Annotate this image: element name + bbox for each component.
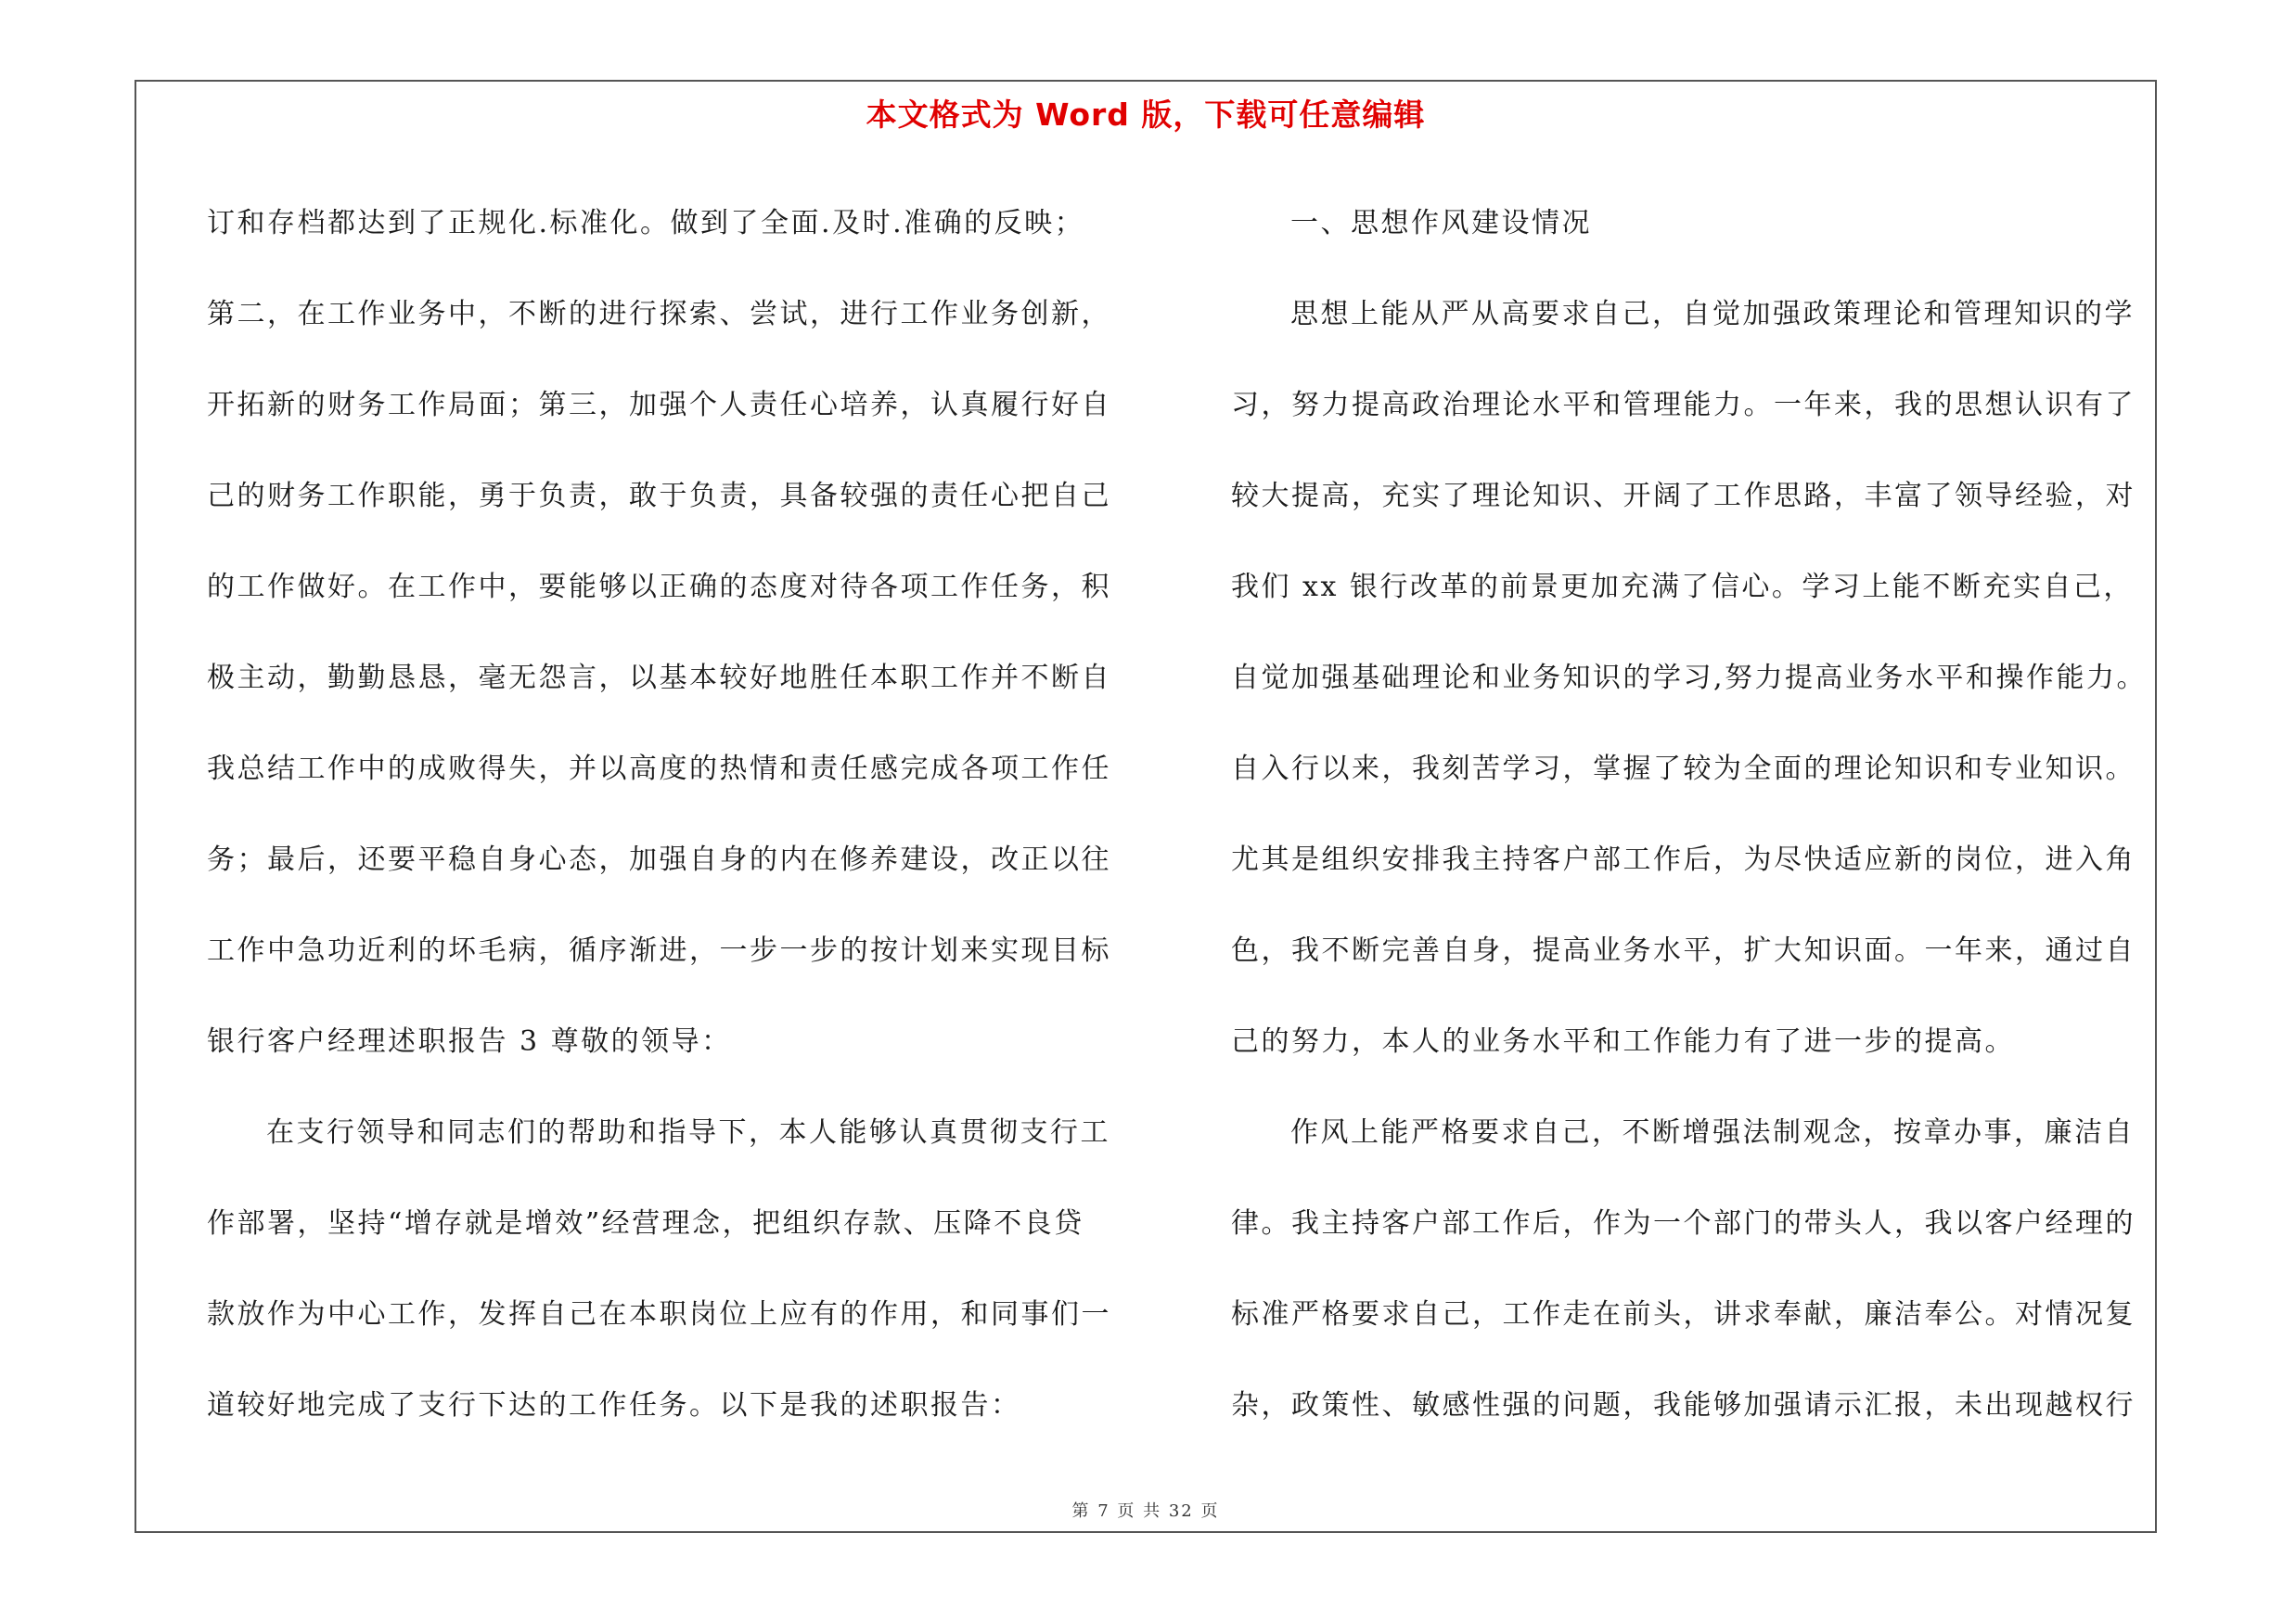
paragraph-line: 自觉加强基础理论和业务知识的学习,努力提高业务水平和操作能力。 [1231, 662, 2148, 694]
paragraph-line: 己的财务工作职能，勇于负责，敢于负责，具备较强的责任心把自己 [207, 480, 1111, 512]
paragraph-line: 款放作为中心工作，发挥自己在本职岗位上应有的作用，和同事们一 [207, 1298, 1111, 1331]
paragraph-line: 标准严格要求自己，工作走在前头，讲求奉献，廉洁奉公。对情况复 [1231, 1298, 2136, 1331]
paragraph-line: 己的努力，本人的业务水平和工作能力有了进一步的提高。 [1231, 1025, 2015, 1058]
paragraph-line: 极主动，勤勤恳恳，毫无怨言，以基本较好地胜任本职工作并不断自 [207, 662, 1111, 694]
left-text-column [207, 178, 1125, 1451]
page-frame [135, 80, 2157, 1533]
paragraph-line: 工作中急功近利的坏毛病，循序渐进，一步一步的按计划来实现目标 [207, 934, 1111, 967]
paragraph-line: 较大提高，充实了理论知识、开阔了工作思路，丰富了领导经验，对 [1231, 480, 2136, 512]
paragraph-line: 色，我不断完善自身，提高业务水平，扩大知识面。一年来，通过自 [1231, 934, 2136, 967]
paragraph-line: 习，努力提高政治理论水平和管理能力。一年来，我的思想认识有了 [1231, 389, 2136, 421]
paragraph-line: 杂，政策性、敏感性强的问题，我能够加强请示汇报，未出现越权行 [1231, 1389, 2136, 1422]
paragraph-line: 开拓新的财务工作局面；第三，加强个人责任心培养，认真履行好自 [207, 389, 1111, 421]
paragraph-line: 律。我主持客户部工作后，作为一个部门的带头人，我以客户经理的 [1231, 1207, 2136, 1240]
page-number: 第 7 页 共 32 页 [1071, 1501, 1220, 1521]
paragraph-line: 我总结工作中的成败得失，并以高度的热情和责任感完成各项工作任 [207, 753, 1111, 785]
paragraph-line: 作部署，坚持“增存就是增效”经营理念，把组织存款、压降不良贷 [207, 1207, 1084, 1240]
paragraph-line: 思想上能从严从高要求自己，自觉加强政策理论和管理知识的学 [1290, 298, 2135, 330]
paragraph-line: 的工作做好。在工作中，要能够以正确的态度对待各项工作任务，积 [207, 571, 1111, 603]
paragraph-line: 务；最后，还要平稳自身心态，加强自身的内在修养建设，改正以往 [207, 844, 1111, 876]
paragraph-line: 作风上能严格要求自己，不断增强法制观念，按章办事，廉洁自 [1290, 1116, 2135, 1149]
paragraph-line: 自入行以来，我刻苦学习，掌握了较为全面的理论知识和专业知识。 [1231, 753, 2136, 785]
paragraph-line: 尤其是组织安排我主持客户部工作后，为尽快适应新的岗位，进入角 [1231, 844, 2136, 876]
word-format-banner: 本文格式为 Word 版，下载可任意编辑 [866, 97, 1426, 133]
report-title-line: 银行客户经理述职报告 3 尊敬的领导： [207, 1025, 732, 1058]
paragraph-line: 道较好地完成了支行下达的工作任务。以下是我的述职报告： [207, 1389, 1021, 1422]
right-text-column [1231, 178, 2149, 1451]
paragraph-line: 订和存档都达到了正规化.标准化。做到了全面.及时.准确的反映； [207, 207, 1085, 239]
section-heading: 一、思想作风建设情况 [1290, 207, 1592, 239]
paragraph-line: 我们 xx 银行改革的前景更加充满了信心。学习上能不断充实自己， [1231, 571, 2134, 603]
paragraph-line: 在支行领导和同志们的帮助和指导下，本人能够认真贯彻支行工 [266, 1116, 1110, 1149]
paragraph-line: 第二，在工作业务中，不断的进行探索、尝试，进行工作业务创新， [207, 298, 1111, 330]
